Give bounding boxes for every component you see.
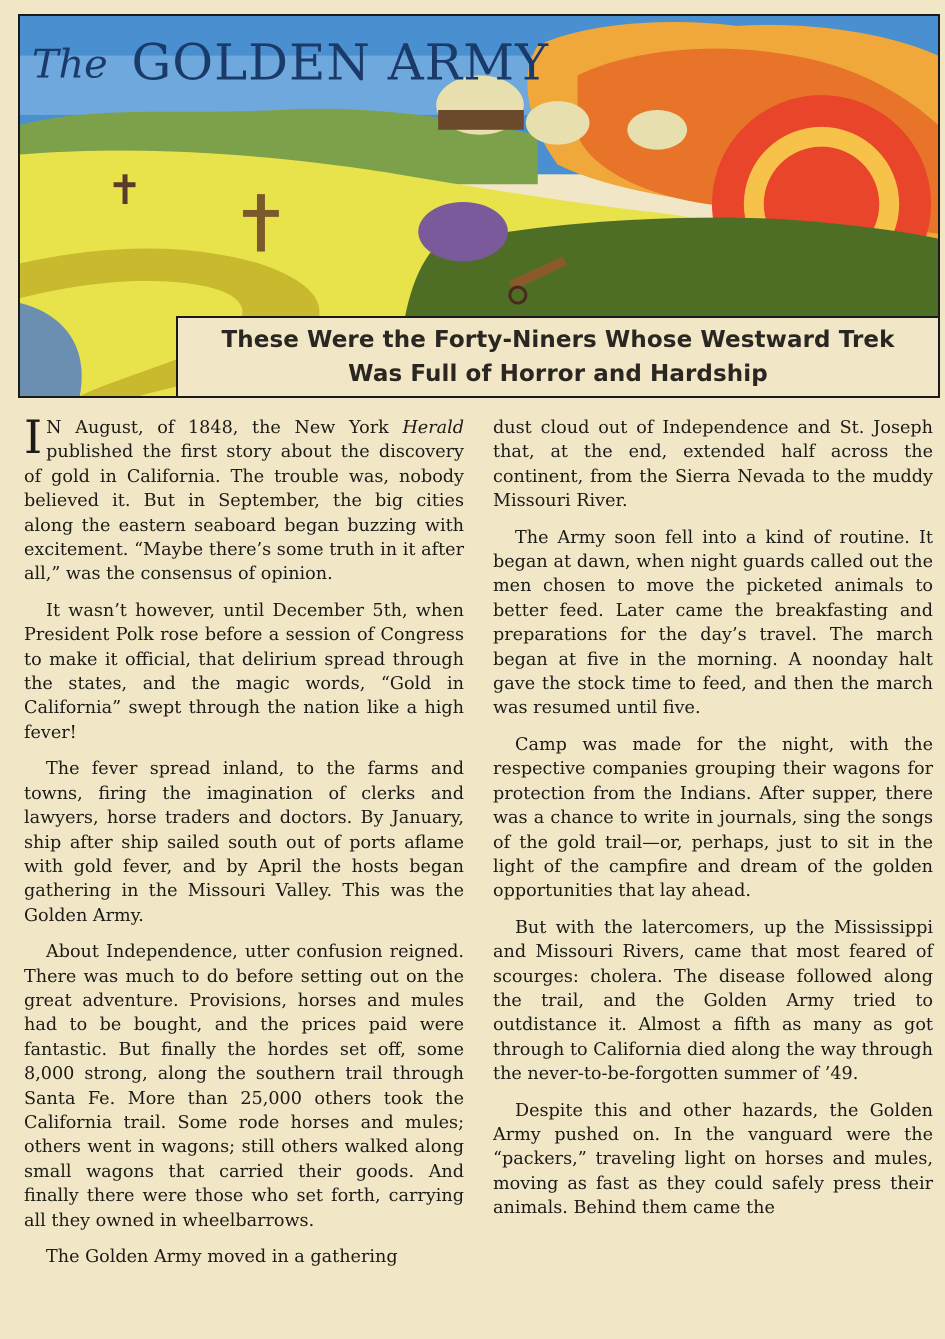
left-paragraph-3: The fever spread inland, to the farms and towns, firing the imagination of clerks and lawyers, horse traders and doctors. By January, ship after ship sailed south out of ports aflame with gold fever, and by April the hosts began gathering in the Missouri Valley. This was the Golden Army. [24, 759, 464, 926]
left-paragraph-1 [24, 410, 464, 587]
right-paragraph-1: dust cloud out of Independence and St. Joseph that, at the end, extended half across the continent, from the Sierra Nevada to the muddy Missouri River. [493, 418, 933, 512]
left-paragraph-2: It wasn’t however, until December 5th, when President Polk rose before a session of Congress to make it official, that delirium spread through the states, and the magic words, “Gold in California” swept through the nation like a high fever! [24, 600, 464, 743]
subtitle-line-2: Was Full of Horror and Hardship [348, 361, 768, 387]
right-column [493, 416, 933, 1233]
right-paragraph-3: Camp was made for the night, with the respective companies grouping their wagons for protection from the Indians. After supper, there was a chance to write in journals, sing the songs of the gold trail—or, perhaps, just to sit in the light of the campfire and dream of the golden opportunities that lay ahead. [493, 734, 933, 902]
left-column [24, 410, 464, 1281]
drop-cap: I [24, 410, 43, 464]
newspaper-name: Herald [402, 418, 464, 438]
right-paragraph-2: The Army soon fell into a kind of routine. It began at dawn, when night guards called out the men chosen to move the picketed animals to better feed. Later came the breakfasting and preparations for the day’s travel. The march began at five in the morning. A noonday halt gave the stock time to feed, and then the march was resumed until five. [493, 527, 933, 719]
left-paragraph-4: About Independence, utter confusion reigned. There was much to do before setting out on the great adventure. Provisions, horses and mules had to be bought, and the prices paid were fantastic. But finally the hordes set off, some 8,000 strong, along the southern trail through Santa Fe. More than 25,000 others took the California trail. Some rode horses and mules; others went in wagons; still others walked along small wagons that carried their goods. And finally there were those who set forth, carrying all they owned in wheelbarrows. [24, 942, 464, 1231]
left-paragraph-1-text-b: published the first story about the discovery of gold in California. The trouble was, nobody believed it. But in September, the big cities along the eastern seaboard began buzzing with excitement. “Maybe there’s some truth in it after all,” was the consensus of opinion. [24, 442, 464, 585]
subtitle-line-1: These Were the Forty-Niners Whose Westward Trek [221, 327, 895, 353]
right-paragraph-4: But with the latercomers, up the Mississippi and Missouri Rivers, came that most feared of scourges: cholera. The disease followed along the trail, and the Golden Army tried to outdistance it. Almost a fifth as many as got through to California died along the way through the never-to-be-forgotten summer of ’49. [493, 917, 933, 1085]
subtitle-box [176, 316, 938, 396]
left-paragraph-5: The Golden Army moved in a gathering [46, 1247, 398, 1267]
title-main: GOLDEN ARMY [131, 33, 549, 92]
left-paragraph-1-text-a: N August, of 1848, the New York [46, 418, 403, 438]
right-paragraph-5: Despite this and other hazards, the Golden Army pushed on. In the vanguard were the “packers,” traveling light on horses and mules, moving as fast as they could safely press their animals. Behind them came the [493, 1100, 933, 1219]
title-prefix: The [31, 41, 108, 88]
